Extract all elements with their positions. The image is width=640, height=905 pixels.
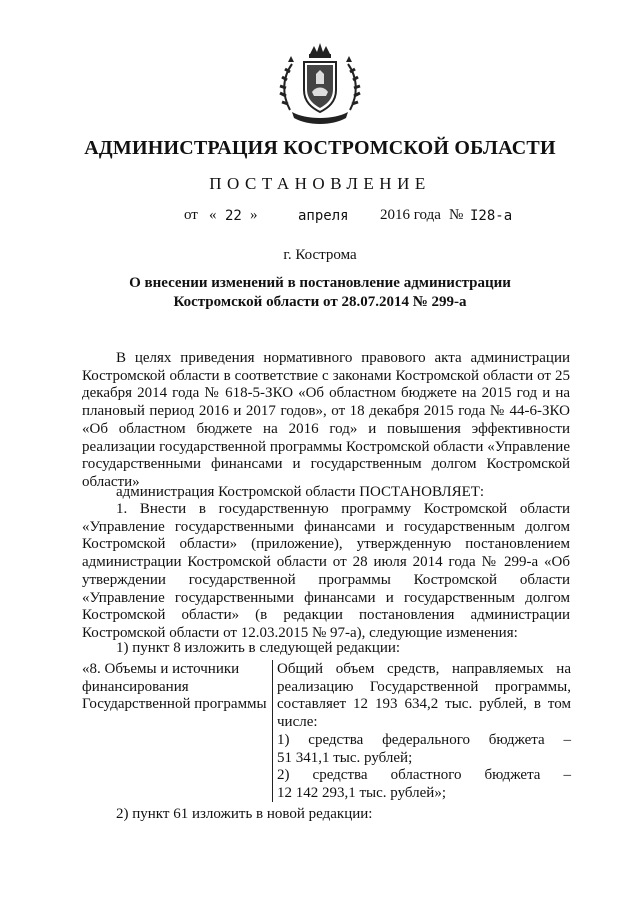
regional-budget-value: 12 142 293,1 тыс. рублей»; <box>277 784 446 801</box>
regional-word-2: областного <box>390 767 462 784</box>
federal-dash: – <box>563 731 571 748</box>
federal-num: 1) <box>277 731 290 748</box>
table-left-line-2: финансирования <box>82 678 189 695</box>
date-day: 22 <box>225 208 242 224</box>
federal-word-1: средства <box>308 731 364 748</box>
regional-budget-label <box>277 767 571 785</box>
item-1-paragraph: 1. Внести в государственную программу Костромской области «Управление государственными финансами и государственным долгом Костромской области» (приложение), утвержденную постановлением администрации Костромской области от 28 июля 2014 года № 299-а «Об утверждении государственной программы Костромской области «Управление государственными финансами и государственным долгом Костромской области» (в редакции постановления администрации Костромской области от 12.03.2015 № 97-а), следующие изменения: <box>82 501 570 641</box>
table-left-line-3: Государственной программы <box>82 696 267 713</box>
federal-word-3: бюджета <box>488 731 545 748</box>
date-prefix: от <box>184 207 198 223</box>
table-left-line-1: «8. Объемы и источники <box>82 661 240 677</box>
table-divider <box>272 660 273 802</box>
federal-budget-value: 51 341,1 тыс. рублей; <box>277 749 413 766</box>
regional-dash: – <box>563 767 571 784</box>
document-type: ПОСТАНОВЛЕНИЕ <box>209 174 431 193</box>
document-number: I28-а <box>470 208 513 224</box>
subitem-1: 1) пункт 8 изложить в следующей редакции: <box>116 640 401 656</box>
quote-close: » <box>250 207 258 223</box>
funding-total-text: Общий объем средств, направляемых на реализацию Государственной программы, составляет 12 193 634,2 тыс. рублей, в том числе: <box>277 661 571 731</box>
number-sign: № <box>449 207 464 223</box>
table-right-cell <box>277 661 571 803</box>
preamble-paragraph: В целях приведения нормативного правового акта администрации Костромской области в соответствие с законами Костромской области от 25 декабря 2014 года № 618-5-ЗКО «Об областном бюджете на 2015 год и на плановый период 2016 и 2017 годов», от 18 декабря 2015 года № 44-6-ЗКО «Об областном бюджете на 2016 год» и повышения эффективности реализации государственной программы Костромской области «Управление государственными финансами и государственным долгом Костромской области» <box>82 350 570 490</box>
date-year: 2016 года <box>380 207 441 223</box>
date-month: апреля <box>298 208 349 224</box>
quote-open: « <box>209 207 217 223</box>
document-subject <box>80 274 560 312</box>
city-name: г. Кострома <box>283 247 357 263</box>
federal-budget-label <box>277 732 571 750</box>
subject-line-2: Костромской области от 28.07.2014 № 299-а <box>173 294 467 310</box>
regional-word-3: бюджета <box>484 767 541 784</box>
decree-line: администрация Костромской области ПОСТАНОВЛЯЕТ: <box>116 484 485 500</box>
subject-line-1: О внесении изменений в постановление администрации <box>129 275 511 291</box>
federal-word-2: федерального <box>382 731 470 748</box>
table-left-cell <box>82 661 272 714</box>
coat-of-arms-emblem <box>276 40 364 130</box>
subitem-2: 2) пункт 61 изложить в новой редакции: <box>116 806 373 822</box>
organization-title: АДМИНИСТРАЦИЯ КОСТРОМСКОЙ ОБЛАСТИ <box>84 137 556 159</box>
regional-word-1: средства <box>312 767 368 784</box>
regional-num: 2) <box>277 767 290 784</box>
